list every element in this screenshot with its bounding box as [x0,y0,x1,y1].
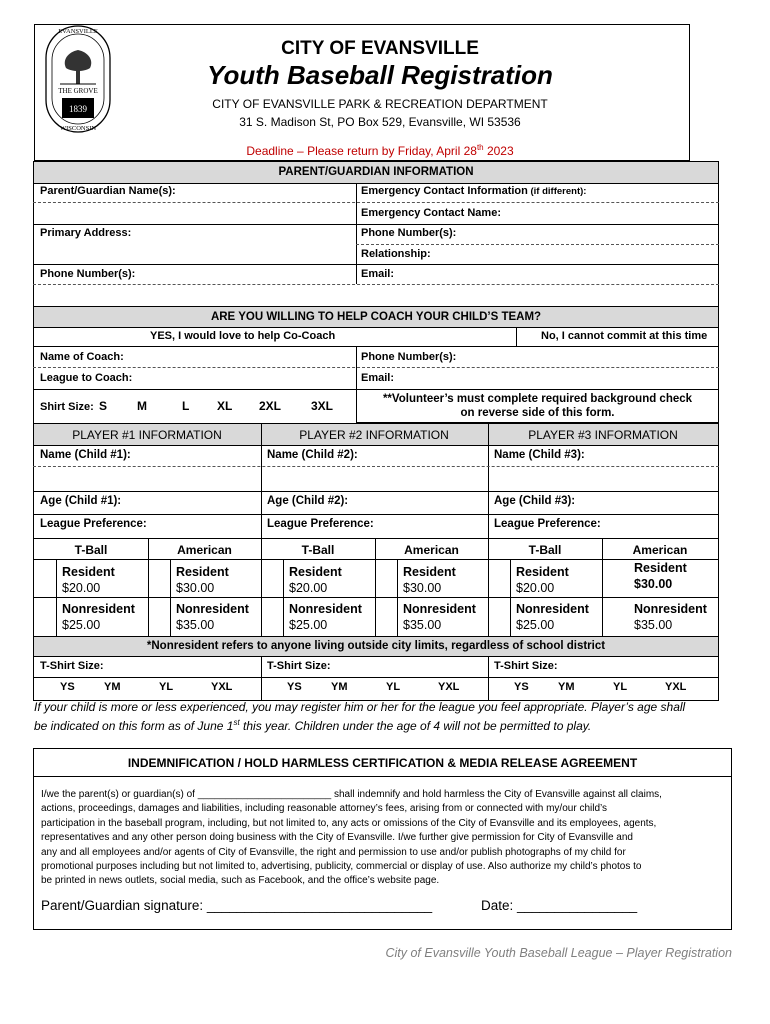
p3-american-nonresident-price: $35.00 [634,618,673,632]
p1-tball-nonresident-label: Nonresident [62,602,135,616]
indemnity-line-4: representatives and any other person doing business with the City of Evansville. I/we further give permission for City of Evansville and [41,832,633,844]
p3-size-yl[interactable]: YL [613,681,628,693]
p2-size-ym[interactable]: YM [331,681,348,693]
p1-tball-resident[interactable] [62,564,115,596]
seal-graphic [38,20,118,138]
age-note-2b: this year. Children under the age of 4 will not be permitted to play. [239,719,592,733]
player3-age-label: Age (Child #3): [494,495,576,507]
indemnity-line-2: actions, proceedings, damages and liabilities, including reasonable attorney’s fees, arising from or connected with my/our child’s [41,803,608,815]
p2-american-resident-label: Resident [403,565,456,579]
indemnity-line-5: any and all employees and/or agents of City of Evansville, the right and permission to use and/or publish photographs of my child for [41,846,626,858]
coach-no-option[interactable]: No, I cannot commit at this time [541,330,708,342]
p1-american-nonresident[interactable] [176,601,249,633]
p1-size-yxl[interactable]: YXL [211,681,233,693]
p3-tball-resident-price: $20.00 [516,581,555,595]
nonresident-note: *Nonresident refers to anyone living outside city limits, regardless of school district [146,640,606,652]
p1-american-header: American [177,543,232,557]
indemnity-line-1: I/we the parent(s) or guardian(s) of ________________________ shall indemnify and hold harmless the City of Evansville against all claims, [41,789,662,800]
parent-name-label: Parent/Guardian Name(s): [40,185,176,197]
age-note-line-2 [34,718,591,733]
coach-name-label: Name of Coach: [40,351,124,363]
coach-size-3xl[interactable]: 3XL [311,399,334,413]
player3-heading: PLAYER #3 INFORMATION [528,428,678,442]
p1-tball-nonresident-price: $25.00 [62,618,101,632]
player1-name-label: Name (Child #1): [40,449,131,461]
p2-tshirt-label: T-Shirt Size: [267,660,331,672]
city-name: CITY OF EVANSVILLE [281,38,479,59]
signature-field[interactable]: Parent/Guardian signature: ______________________________ [41,898,433,913]
player1-league-label: League Preference: [40,518,147,530]
coach-email-label: Email: [361,372,395,384]
p1-american-nonresident-label: Nonresident [176,602,249,616]
player2-league-label: League Preference: [267,518,374,530]
p2-size-yxl[interactable]: YXL [438,681,460,693]
coach-size-xl[interactable]: XL [217,399,233,413]
p1-american-resident-label: Resident [176,565,229,579]
indemnity-text [41,788,725,889]
player2-heading: PLAYER #2 INFORMATION [299,428,449,442]
seal-year-text: 1839 [69,104,87,114]
seal-bottom-text: WISCONSIN [59,125,97,132]
age-note-sup: st [233,718,240,727]
p1-size-yl[interactable]: YL [159,681,174,693]
primary-address-label: Primary Address: [40,227,132,239]
city-seal [38,20,118,138]
p3-tball-nonresident-price: $25.00 [516,618,555,632]
p1-tball-resident-price: $20.00 [62,581,101,595]
deadline-year: 2023 [483,144,514,158]
deadline-text [130,143,630,158]
emergency-contact-label [361,185,586,197]
deadline-main: Deadline – Please return by Friday, April 28 [246,144,477,158]
p1-tball-nonresident[interactable] [62,601,135,633]
volunteer-note-1: **Volunteer’s must complete required background check [382,393,693,405]
p2-tball-resident-price: $20.00 [289,581,328,595]
indemnity-heading: INDEMNIFICATION / HOLD HARMLESS CERTIFICATION & MEDIA RELEASE AGREEMENT [127,756,638,770]
p3-size-ym[interactable]: YM [558,681,575,693]
p3-tball-header: T-Ball [528,543,562,557]
coach-size-m[interactable]: M [137,399,147,413]
age-note-line-1: If your child is more or less experienced, you may register him or her for the league you feel appropriate. Player’s age shall [34,700,686,714]
p2-tball-nonresident-price: $25.00 [289,618,328,632]
p1-size-ys[interactable]: YS [60,681,75,693]
email-label: Email: [361,268,395,280]
page-footer: City of Evansville Youth Baseball League – Player Registration [385,946,732,960]
p2-american-nonresident-label: Nonresident [403,602,476,616]
p2-tball-nonresident-label: Nonresident [289,602,362,616]
p3-tball-resident-label: Resident [516,565,569,579]
department-name: CITY OF EVANSVILLE PARK & RECREATION DEPARTMENT [212,97,548,111]
p1-tball-resident-label: Resident [62,565,115,579]
p3-american-header: American [632,543,688,557]
p3-tball-nonresident-label: Nonresident [516,602,589,616]
p1-american-nonresident-price: $35.00 [176,618,215,632]
coach-yes-option[interactable]: YES, I would love to help Co-Coach [150,330,336,342]
p2-size-ys[interactable]: YS [287,681,302,693]
p2-tball-nonresident[interactable] [289,601,362,633]
p1-american-resident-price: $30.00 [176,581,215,595]
phone-left-label: Phone Number(s): [40,268,136,280]
p3-american-nonresident-label: Nonresident [634,602,707,616]
coach-league-label: League to Coach: [40,372,133,384]
date-field[interactable]: Date: ________________ [481,898,638,913]
p2-american-resident[interactable] [403,564,456,596]
p2-american-nonresident[interactable] [403,601,476,633]
age-note-2a: be indicated on this form as of June 1 [34,719,234,733]
indemnity-line-3: participation in the baseball program, including, but not limited to, any acts or omissions of the City of Evansville and its employees, agents, [41,817,657,829]
player2-name-label: Name (Child #2): [267,449,358,461]
page-title: Youth Baseball Registration [207,60,553,90]
p3-tball-resident[interactable] [516,564,569,596]
p3-american-resident-price: $30.00 [634,577,673,591]
emergency-main: Emergency Contact Information [361,185,528,197]
player2-age-label: Age (Child #2): [267,495,349,507]
department-address: 31 S. Madison St, PO Box 529, Evansville, WI 53536 [239,115,521,129]
volunteer-note-2: on reverse side of this form. [460,407,615,419]
player3-league-label: League Preference: [494,518,601,530]
deadline-sup: th [476,143,484,152]
coach-size-s[interactable]: S [99,399,108,413]
emergency-name-label: Emergency Contact Name: [361,207,501,219]
p2-american-header: American [404,543,459,557]
indemnity-line-7: be printed in news outlets, social media, such as Facebook, and the office’s website page. [41,875,440,887]
p3-american-nonresident[interactable] [634,601,707,633]
p2-american-nonresident-price: $35.00 [403,618,442,632]
coach-shirt-label: Shirt Size: [40,401,94,413]
p3-tball-nonresident[interactable] [516,601,589,633]
p3-size-ys[interactable]: YS [514,681,529,693]
p2-american-resident-price: $30.00 [403,581,442,595]
relationship-label: Relationship: [361,248,431,260]
p1-tshirt-label: T-Shirt Size: [40,660,104,672]
player1-heading: PLAYER #1 INFORMATION [72,428,222,442]
coach-size-l[interactable]: L [182,399,190,413]
p2-tball-resident-label: Resident [289,565,342,579]
indemnity-line-6: promotional purposes including but not limited to, advertising, publicity, commercial or display of use. Also authorize my child’s photos to [41,861,642,873]
p1-tball-header: T-Ball [74,543,108,557]
p2-tball-header: T-Ball [301,543,335,557]
p2-tball-resident[interactable] [289,564,342,596]
p3-size-yxl[interactable]: YXL [665,681,687,693]
coach-heading: ARE YOU WILLING TO HELP COACH YOUR CHILD’S TEAM? [210,311,542,323]
emergency-sub: (if different): [527,186,587,197]
p2-size-yl[interactable]: YL [386,681,401,693]
p1-size-ym[interactable]: YM [104,681,121,693]
coach-phone-label: Phone Number(s): [361,351,457,363]
parent-heading: PARENT/GUARDIAN INFORMATION [278,166,474,178]
coach-size-2xl[interactable]: 2XL [259,399,282,413]
p3-american-resident-label: Resident [634,561,687,575]
player1-age-label: Age (Child #1): [40,495,122,507]
p3-american-resident[interactable] [634,560,687,592]
phone-right-label: Phone Number(s): [361,227,457,239]
player3-name-label: Name (Child #3): [494,449,585,461]
seal-top-text: EVANSVILLE [58,28,98,35]
seal-grove-text: THE GROVE [58,87,98,95]
p3-tshirt-label: T-Shirt Size: [494,660,558,672]
p1-american-resident[interactable] [176,564,229,596]
